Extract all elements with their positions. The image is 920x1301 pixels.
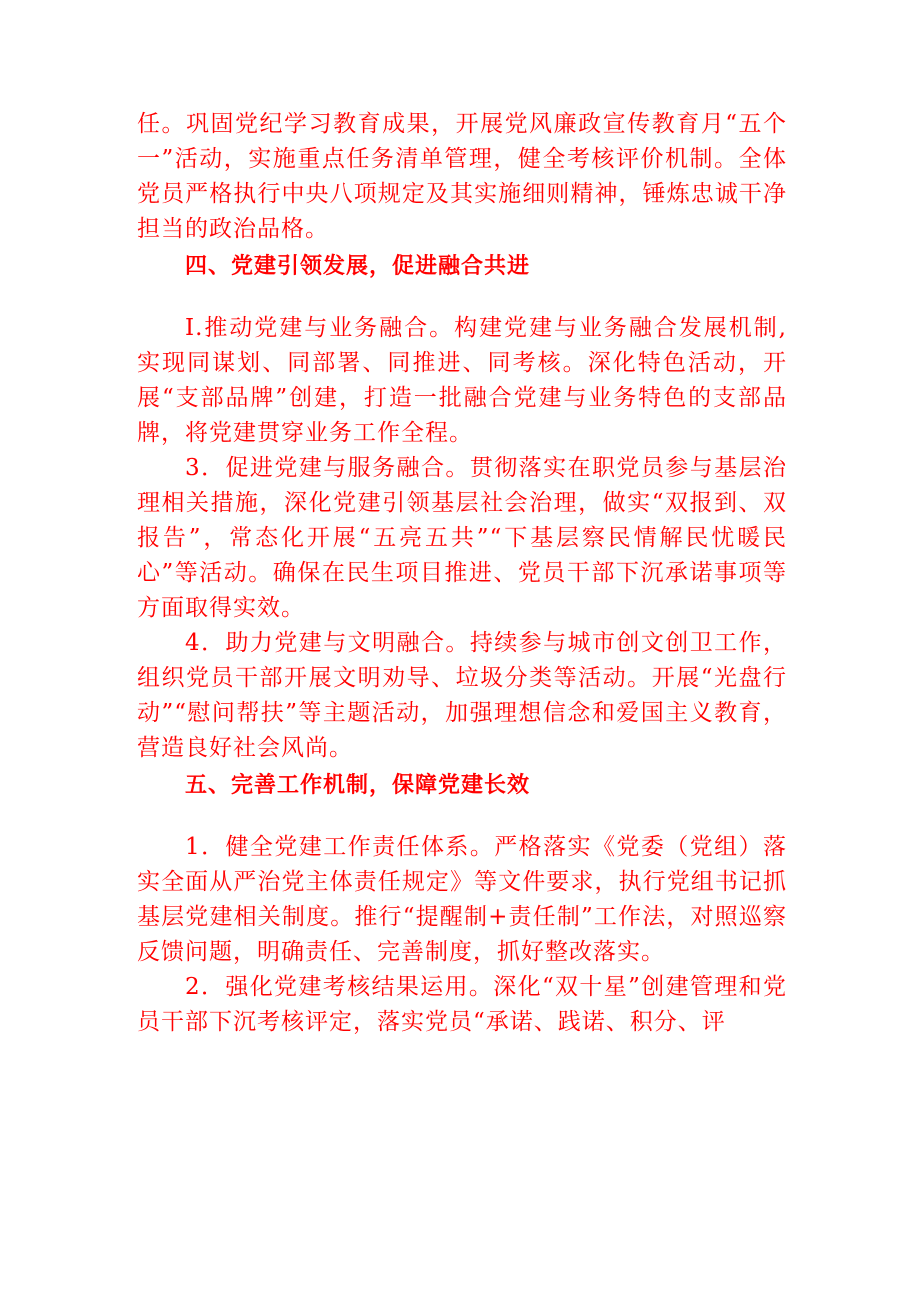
section-4-item-1: I.推动党建与业务融合。构建党建与业务融合发展机制,实现同谋划、同部署、同推进、同考核。深化特色活动，开展“支部品牌”创建，打造一批融合党建与业务特色的支部品牌，将党建贯穿业务工作全程。 (137, 315, 787, 446)
spacer (137, 803, 787, 830)
section-5-item-2: 2．强化党建考核结果运用。深化“双十星”创建管理和党员干部下沉考核评定，落实党员“承诺、践诺、积分、评 (137, 974, 787, 1035)
section-5-heading: 五、完善工作机制，保障党建长效 (185, 773, 531, 798)
section-4-item-4: 4．助力党建与文明融合。持续参与城市创文创卫工作，组织党员干部开展文明劝导、垃圾分类等活动。开展“光盘行动”“慰问帮扶”等主题活动，加强理想信念和爱国主义教育，营造良好社会风尚。 (137, 630, 787, 761)
section-4-heading: 四、党建引领发展，促进融合共进 (185, 254, 531, 279)
section-4-item-3: 3．促进党建与服务融合。贯彻落实在职党员参与基层治理相关措施，深化党建引领基层社会治理，做实“双报到、双报告”，常态化开展“五亮五共”“下基层察民情解民忧暖民心”等活动。确保在民生项目推进、党员干部下沉承诺事项等方面取得实效。 (137, 455, 787, 621)
continuation-paragraph: 任。巩固党纪学习教育成果，开展党风廉政宣传教育月“五个一”活动，实施重点任务清单管理，健全考核评价机制。全体党员严格执行中央八项规定及其实施细则精神，锤炼忠诚干净担当的政治品格。 (137, 111, 787, 242)
section-5-item-1: 1．健全党建工作责任体系。严格落实《党委（党组）落实全面从严治党主体责任规定》等文件要求，执行党组书记抓基层党建相关制度。推行“提醒制+责任制”工作法，对照巡察反馈问题，明确责任、完善制度，抓好整改落实。 (137, 834, 787, 965)
document-body (137, 107, 787, 1040)
spacer (137, 284, 787, 311)
